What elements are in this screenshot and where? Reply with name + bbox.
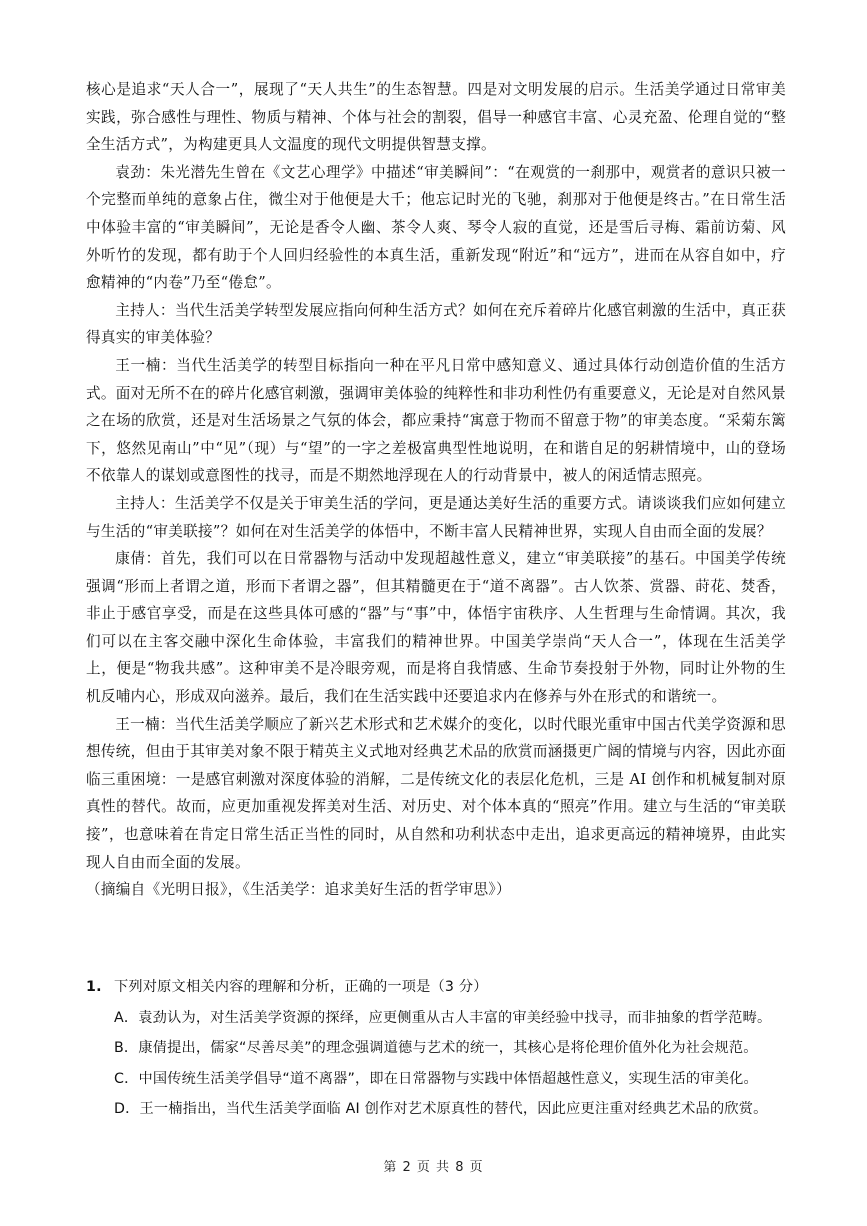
paragraph-3: 主持人：当代生活美学转型发展应指向何种生活方式？如何在充斥着碎片化感官刺激的生活中，真正获得真实的审美体验？: [86, 301, 786, 347]
option-c: C．中国传统生活美学倡导“道不离器”，即在日常器物与实践中体悟超越性意义，实现生活的审美化。: [114, 1070, 758, 1087]
paragraph-7: 王一楠：当代生活美学顺应了新兴艺术形式和艺术媒介的变化，以时代眼光重审中国古代美学资源和思想传统，但由于其审美对象不限于精英主义式地对经典艺术品的欣赏而涵摄更广阔的情境与内容，因此亦面临三重困境：一是感官刺激对深度体验的消解，二是传统文化的表层化危机，三是 AI 创作和机械复制对原真性的替代。故而，应更加重视发挥美对生活、对历史、对个体本真的“照亮”作用。建立与生活的“审美联接”，也意味着在肯定日常生活正当性的同时，从自然和功利状态中走出，追求更高远的精神境界，由此实现人自由而全面的发展。: [86, 715, 787, 871]
question-1: [86, 972, 786, 1125]
question-number: 1.: [86, 979, 102, 995]
option-a: A．袁劲认为，对生活美学资源的探绎，应更侧重从古人丰富的审美经验中找寻，而非抽象的哲学范畴。: [114, 1009, 772, 1026]
option-b: B．康倩提出，儒家“尽善尽美”的理念强调道德与艺术的统一，其核心是将伦理价值外化为社会规范。: [114, 1040, 758, 1056]
paragraph-6: 康倩：首先，我们可以在日常器物与活动中发现超越性意义，建立“审美联接”的基石。中国美学传统强调“形而上者谓之道，形而下者谓之器”，但其精髓更在于“道不离器”。古人饮茶、赏器、莳花、焚香，非止于感官享受，而是在这些具体可感的“器”与“事”中，体悟宇宙秩序、人生哲理与生命情调。其次，我们可以在主客交融中深化生命体验，丰富我们的精神世界。中国美学崇尚“天人合一”，体现在生活美学上，便是“物我共感”。这种审美不是冷眼旁观，而是将自我情感、生命节奏投射于外物，同时让外物的生机反哺内心，形成双向滋养。最后，我们在生活实践中还要追求内在修养与外在形式的和谐统一。: [86, 550, 786, 706]
question-text: 下列对原文相关内容的理解和分析，正确的一项是（3 分）: [114, 979, 488, 995]
paragraph-2: 袁劲：朱光潜先生曾在《文艺心理学》中描述“审美瞬间”：“在观赏的一刹那中，观赏者的意识只被一个完整而单纯的意象占住，微尘对于他便是大千；他忘记时光的飞驰，刹那对于他便是终古。”在日常生活中体验丰富的“审美瞬间”，无论是香令人幽、茶令人爽、琴令人寂的直觉，还是雪后寻梅、霜前访菊、风外听竹的发现，都有助于个人回归经验性的本真生活，重新发现“附近”和“远方”，进而在从容自如中，疗愈精神的“内卷”乃至“倦怠”。: [86, 163, 786, 292]
question-options: [86, 1003, 786, 1125]
paragraph-5: 主持人：生活美学不仅是关于审美生活的学问，更是通达美好生活的重要方式。请谈谈我们应如何建立与生活的“审美联接”？如何在对生活美学的体悟中，不断丰富人民精神世界，实现人自由而全面的发展？: [86, 494, 786, 540]
option-d: D．王一楠指出，当代生活美学面临 AI 创作对艺术原真性的替代，因此应更注重对经典艺术品的欣赏。: [114, 1101, 768, 1117]
article-body: [86, 76, 786, 904]
source-citation: （摘编自《光明日报》，《生活美学：追求美好生活的哲学审思》）: [86, 881, 511, 899]
paragraph-1: 核心是追求“天人合一”，展现了“天人共生”的生态智慧。四是对文明发展的启示。生活美学通过日常审美实践，弥合感性与理性、物质与精神、个体与社会的割裂，倡导一种感官丰富、心灵充盈、伦理自觉的“整全生活方式”，为构建更具人文温度的现代文明提供智慧支撑。: [86, 81, 786, 154]
page-footer: 第 2 页 共 8 页: [383, 1160, 484, 1175]
paragraph-4: 王一楠：当代生活美学的转型目标指向一种在平凡日常中感知意义、通过具体行动创造价值的生活方式。面对无所不在的碎片化感官刺激，强调审美体验的纯粹性和非功利性仍有重要意义，无论是对自然风景之在场的欣赏，还是对生活场景之气氛的体会，都应秉持“寓意于物而不留意于物”的审美态度。“采菊东篱下，悠然见南山”中“见”（现）与“望”的一字之差极富典型性地说明，在和谐自足的躬耕情境中，山的登场不依靠人的谋划或意图性的找寻，而是不期然地浮现在人的行动背景中，被人的闲适情志照亮。: [86, 356, 787, 485]
question-stem: [86, 972, 786, 1003]
